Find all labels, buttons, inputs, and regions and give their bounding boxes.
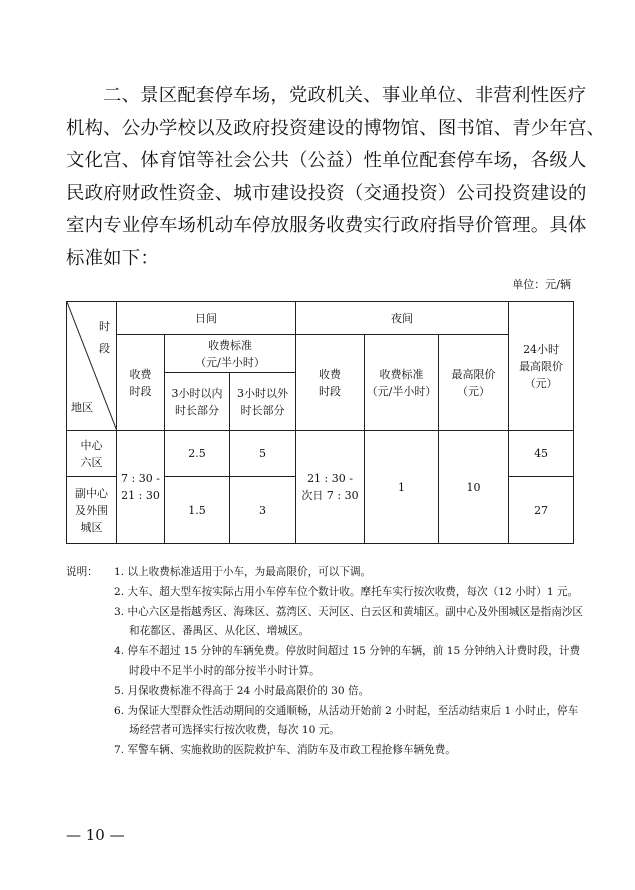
night-cap: 10 bbox=[439, 431, 509, 544]
body-paragraph bbox=[66, 80, 606, 275]
cell-value: 45 bbox=[509, 431, 574, 477]
note-item: 2. 大车、超大型车按实际占用小车停车位个数计收。摩托车实行按次收费，每次（12 小时）1 元。 bbox=[114, 585, 579, 598]
notes-lead: 说明： bbox=[66, 566, 98, 578]
note-item: 4. 停车不超过 15 分钟的车辆免费。停放时间超过 15 分钟的车辆，前 15 分钟纳入计费时段，计费时段中不足半小时的部分按半小时计算。 bbox=[114, 645, 581, 677]
table-corner-cell bbox=[67, 302, 117, 431]
paragraph-line: 文化宫、体育馆等社会公共（公益）性单位配套停车场，各级人 bbox=[66, 150, 587, 171]
night-time-range: 21 : 30 - 次日 7 : 30 bbox=[296, 431, 365, 544]
corner-header-region: 地区 bbox=[71, 401, 93, 414]
unit-label: 单位：元/辆 bbox=[512, 278, 571, 291]
header-night-standard: 收费标准 （元/半小时） bbox=[365, 335, 439, 431]
cell-value: 27 bbox=[509, 477, 574, 544]
header-night-max: 最高限价 （元） bbox=[439, 335, 509, 431]
note-item: 1. 以上收费标准适用于小车，为最高限价，可以下调。 bbox=[114, 566, 372, 578]
paragraph-line: 二、景区配套停车场，党政机关、事业单位、非营利性医疗 bbox=[103, 85, 587, 106]
header-beyond-3h: 3小时以外 时长部分 bbox=[230, 373, 296, 431]
note-item: 5. 月保收费标准不得高于 24 小时最高限价的 30 倍。 bbox=[114, 684, 370, 697]
page-number: — 10 — bbox=[66, 826, 125, 844]
cell-value: 2.5 bbox=[165, 431, 230, 477]
header-day-standard: 收费标准 （元/半小时） bbox=[165, 335, 296, 373]
note-item: 7. 军警车辆、实施救助的医院救护车、消防车及市政工程抢修车辆免费。 bbox=[114, 744, 456, 757]
cell-value: 5 bbox=[230, 431, 296, 477]
paragraph-line: 机构、公办学校以及政府投资建设的博物馆、图书馆、青少年宫、 bbox=[66, 117, 606, 139]
header-night-period: 收费 时段 bbox=[296, 335, 365, 431]
corner-header-time: 时 段 bbox=[99, 320, 110, 355]
header-24h-max: 24小时 最高限价 （元） bbox=[509, 302, 574, 431]
header-night: 夜间 bbox=[296, 302, 509, 335]
header-day-period: 收费 时段 bbox=[117, 335, 165, 431]
paragraph-line: 民政府财政性资金、城市建设投资（交通投资）公司投资建设的 bbox=[66, 182, 587, 204]
fee-table bbox=[66, 301, 574, 544]
paragraph-line: 室内专业停车场机动车停放服务收费实行政府指导价管理。具体 bbox=[66, 215, 587, 236]
header-within-3h: 3小时以内 时长部分 bbox=[165, 373, 230, 431]
paragraph-line: 标准如下： bbox=[66, 247, 159, 269]
note-item: 3. 中心六区是指越秀区、海珠区、荔湾区、天河区、白云区和黄埔区。副中心及外围城区是指南沙区和花都区、番禺区、从化区、增城区。 bbox=[114, 605, 584, 638]
note-item: 6. 为保证大型群众性活动期间的交通顺畅，从活动开始前 2 小时起，至活动结束后 1 小时止，停车场经营者可选择实行按次收费，每次 10 元。 bbox=[114, 704, 579, 737]
day-time-range: 7 : 30 - 21 : 30 bbox=[117, 431, 165, 544]
region-central: 中心 六区 bbox=[67, 431, 117, 477]
night-rate: 1 bbox=[365, 431, 439, 544]
notes-section bbox=[66, 563, 586, 761]
cell-value: 1.5 bbox=[165, 477, 230, 544]
region-outer: 副中心 及外围 城区 bbox=[67, 477, 117, 544]
cell-value: 3 bbox=[230, 477, 296, 544]
header-day: 日间 bbox=[117, 302, 296, 335]
